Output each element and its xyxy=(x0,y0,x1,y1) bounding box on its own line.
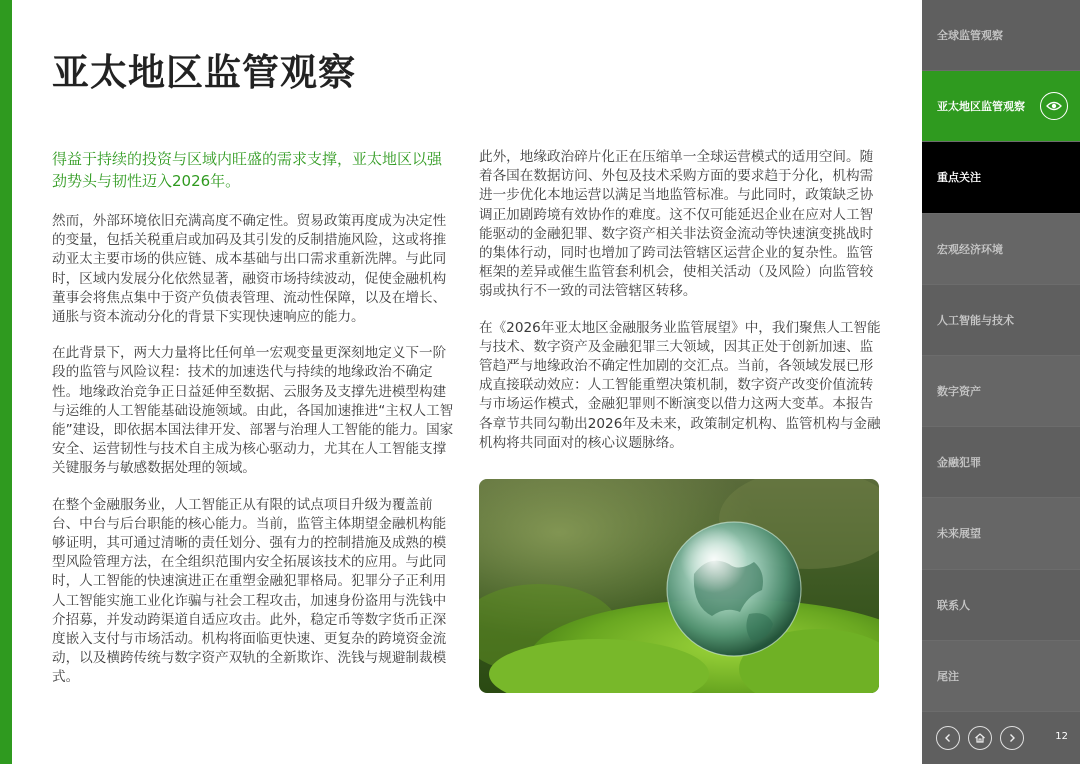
section-nav xyxy=(922,0,1080,712)
globe-on-moss-photo xyxy=(479,479,879,693)
page-title: 亚太地区监管观察 xyxy=(52,51,356,94)
sidebar-item-global-regulatory[interactable] xyxy=(922,0,1080,71)
sidebar-footer xyxy=(922,712,1080,764)
previous-page-button[interactable] xyxy=(936,726,960,750)
sidebar-item-label: 联系人 xyxy=(937,598,970,612)
body-paragraph: 在此背景下，两大力量将比任何单一宏观变量更深刻地定义下一阶段的监管与风险议程：技术的加速迭代与持续的地缘政治不确定性。地缘政治竞争正日益延伸至数据、云服务及支撑先进模型构建与运维的人工智能基础设施领域。由此，各国加速推进“主权人工智能”建设，即依据本国法律开发、部署与治理人工智能的能力。国家安全、运营韧性与技术自主成为核心驱动力，尤其在人工智能支撑关键服务与敏感数据处理的领域。 xyxy=(52,345,454,477)
lead-paragraph: 得益于持续的投资与区域内旺盛的需求支撑，亚太地区以强劲势头与韧性迈入2026年。 xyxy=(52,150,443,190)
left-accent-bar xyxy=(0,0,12,764)
sidebar-item-contacts[interactable] xyxy=(922,570,1080,641)
sidebar-item-label: 尾注 xyxy=(937,669,959,683)
sidebar-item-label: 数字资产 xyxy=(937,385,981,399)
sidebar-item-label: 宏观经济环境 xyxy=(937,242,1003,256)
home-button[interactable] xyxy=(968,726,992,750)
section-sidebar xyxy=(922,0,1080,764)
body-paragraph: 在《2026年亚太地区金融服务业监管展望》中，我们聚焦人工智能与技术、数字资产及金融犯罪三大领域，因其正处于创新加速、监管趋严与地缘政治不确定性加剧的交汇点。当前，各领域发展已形成直接联动效应：人工智能重塑决策机制，数字资产改变价值流转与市场运作模式，金融犯罪则不断演变以借力这两大变革。本报告各章节共同勾勒出2026年及未来，政策制定机构、监管机构与金融机构将共同面对的核心议题脉络。 xyxy=(479,319,881,451)
body-paragraph: 然而，外部环境依旧充满高度不确定性。贸易政策再度成为决定性的变量，包括关税重启或加码及其引发的反制措施风险，这或将推动亚太主要市场的供应链、成本基础与出口需求重新洗牌。与此同时，区域内发展分化依然显著，融资市场持续波动，促使金融机构董事会将焦点集中于资产负债表管理、流动性保障，以及在增长、通胀与资本流动分化的背景下实现快速响应的能力。 xyxy=(52,213,447,326)
sidebar-item-financial-crime[interactable] xyxy=(922,427,1080,498)
sidebar-item-ai-technology[interactable] xyxy=(922,285,1080,356)
home-icon xyxy=(974,732,986,744)
sidebar-item-label: 亚太地区监管观察 xyxy=(937,100,1025,114)
body-paragraph: 此外，地缘政治碎片化正在压缩单一全球运营模式的适用空间。随着各国在数据访问、外包及技术采购方面的要求趋于分化，机构需进一步优化本地运营以满足当地监管标准。与此同时，政策缺乏协调正加剧跨境有效协作的难度。这不仅可能延迟企业在应对人工智能驱动的金融犯罪、数字资产相关非法资金流动等快速演变挑战时的集体行动，同时也增加了跨司法管辖区运营企业的复杂性。监管框架的差异或催生监管套利机会，使相关活动（及风险）向监管较弱或执行不一致的司法管辖区转移。 xyxy=(479,149,874,300)
sidebar-item-label: 未来展望 xyxy=(937,527,981,541)
chevron-right-icon xyxy=(1007,733,1017,743)
next-page-button[interactable] xyxy=(1000,726,1024,750)
eye-icon xyxy=(1040,92,1068,120)
sidebar-item-label: 重点关注 xyxy=(937,171,981,185)
chevron-left-icon xyxy=(943,733,953,743)
sidebar-item-digital-assets[interactable] xyxy=(922,356,1080,427)
sidebar-item-label: 人工智能与技术 xyxy=(937,313,1014,327)
sidebar-item-label: 全球监管观察 xyxy=(937,29,1003,43)
left-column xyxy=(52,148,456,705)
sidebar-item-macro-environment[interactable] xyxy=(922,214,1080,285)
body-paragraph: 在整个金融服务业，人工智能正从有限的试点项目升级为覆盖前台、中台与后台职能的核心能力。当前，监管主体期望金融机构能够证明，其可通过清晰的责任划分、强有力的控制措施及成熟的模型风险管理方法，在全组织范围内安全拓展该技术的应用。与此同时，人工智能的快速演进正在重塑金融犯罪格局。犯罪分子正利用人工智能实施工业化诈骗与社会工程攻击，加速身份盗用与洗钱中介招募，并发动跨渠道自适应攻击。此外，稳定币等数字货币正深度嵌入支付与市场活动。机构将面临更快速、更复杂的跨境资金流动，以及横跨传统与数字资产双轨的全新欺诈、洗钱与规避制裁模式。 xyxy=(52,496,447,686)
sidebar-item-key-focus[interactable] xyxy=(922,142,1080,213)
sidebar-item-apac-regulatory[interactable] xyxy=(922,71,1080,142)
sidebar-item-endnotes[interactable] xyxy=(922,641,1080,712)
right-column xyxy=(479,148,881,470)
page-number: 12 xyxy=(1055,731,1068,742)
sidebar-item-label: 金融犯罪 xyxy=(937,456,981,470)
sidebar-item-outlook[interactable] xyxy=(922,498,1080,569)
